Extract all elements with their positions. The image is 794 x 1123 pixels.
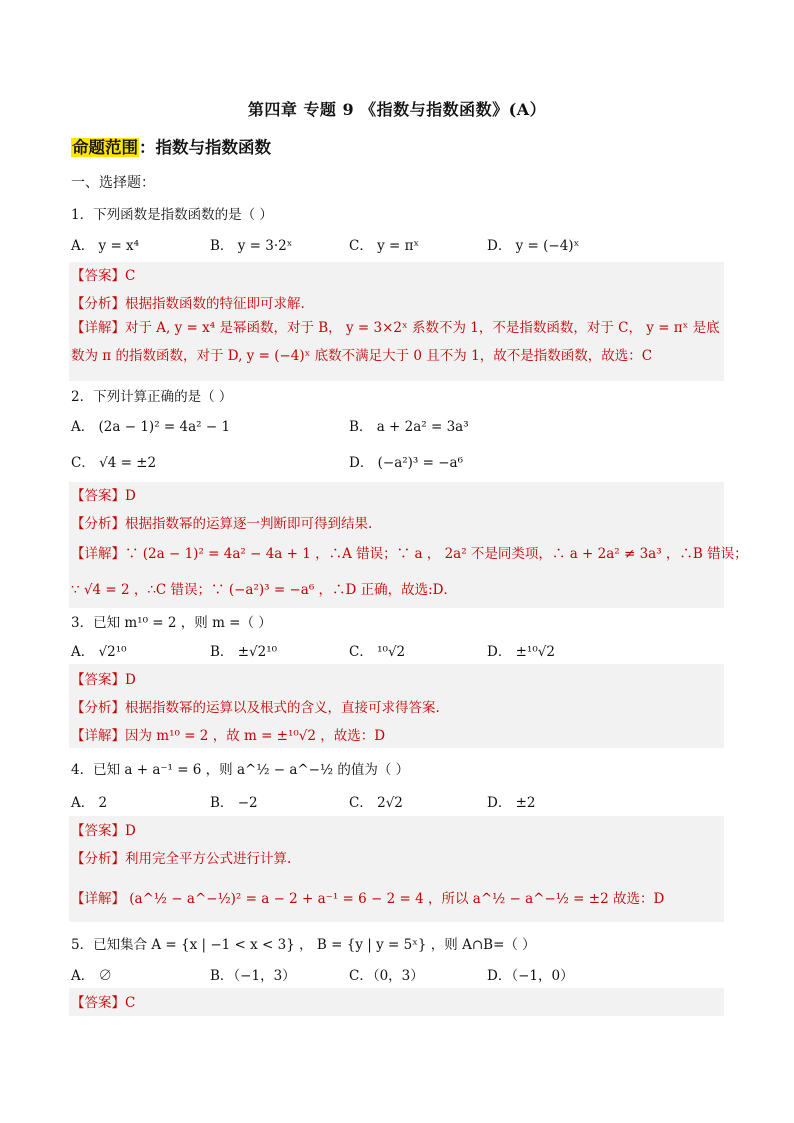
- question-1-detail: 【详解】对于 A, y = x⁴ 是幂函数，对于 B， y = 3×2ˣ 系数不为 1，不是指数函数，对于 C， y = πˣ 是底数为 π 的指数函数，对于 D, y = (−4)ˣ 底数不满足大于 0 且不为 1，故不是指数函数，故选：C: [71, 320, 720, 364]
- question-5-option-b: B．（−1，3）: [210, 968, 296, 984]
- question-5-stem: 5．已知集合 A = {x | −1 < x < 3} ， B = {y | y = 5ˣ} ，则 A∩B=（ ）: [71, 937, 536, 953]
- scope-label: 命题范围: [72, 138, 138, 157]
- question-3-stem: 3．已知 m¹⁰ = 2 ，则 m =（ ）: [71, 615, 272, 631]
- question-5-answer-box: [69, 988, 724, 1016]
- question-3-option-a: A． √2¹⁰: [71, 644, 127, 660]
- question-2-option-a: A． (2a − 1)² = 4a² − 1: [71, 419, 231, 435]
- question-1-analysis: 【分析】根据指数函数的特征即可求解.: [71, 296, 305, 312]
- page-title: 第四章 专题 9 《指数与指数函数》(A）: [247, 100, 547, 119]
- question-4-detail: 【详解】 (a^½ − a^−½)² = a − 2 + a⁻¹ = 6 − 2 = 4 ，所以 a^½ − a^−½ = ±2 故选：D: [71, 891, 665, 907]
- question-2-answer: 【答案】D: [71, 488, 136, 504]
- question-1-answer: 【答案】C: [71, 268, 136, 284]
- question-5-option-d: D．（−1，0）: [487, 968, 574, 984]
- question-3-option-d: D． ±¹⁰√2: [487, 644, 555, 660]
- question-2-stem: 2．下列计算正确的是（ ）: [71, 389, 233, 405]
- question-5-option-a: A． ∅: [71, 968, 113, 984]
- question-3-detail: 【详解】因为 m¹⁰ = 2 ，故 m = ±¹⁰√2 ，故选：D: [71, 728, 386, 744]
- question-1-option-d: D． y = (−4)ˣ: [487, 238, 580, 254]
- question-3-answer: 【答案】D: [71, 672, 136, 688]
- scope-line: [71, 134, 271, 158]
- question-5-option-c: C．（0，3）: [349, 968, 424, 984]
- question-2-detail-2: ∵ √4 = 2 ，∴C 错误；∵ (−a²)³ = −a⁶ ，∴D 正确，故选:D．: [71, 582, 458, 598]
- question-2-option-d: D． (−a²)³ = −a⁶: [349, 455, 463, 471]
- question-1-option-b: B． y = 3·2ˣ: [210, 238, 293, 254]
- question-3-analysis: 【分析】根据指数幂的运算以及根式的含义，直接可求得答案.: [71, 700, 440, 716]
- question-3-option-c: C． ¹⁰√2: [349, 644, 406, 660]
- question-1-stem: 1．下列函数是指数函数的是（ ）: [71, 207, 273, 223]
- question-4-option-b: B． −2: [210, 795, 258, 811]
- question-4-option-c: C． 2√2: [349, 795, 403, 811]
- question-4-answer: 【答案】D: [71, 823, 136, 839]
- question-4-option-d: D． ±2: [487, 795, 536, 811]
- question-3-option-b: B． ±√2¹⁰: [210, 644, 278, 660]
- question-2-option-c: C． √4 = ±2: [71, 455, 157, 471]
- question-4-stem: 4．已知 a + a⁻¹ = 6 ，则 a^½ − a^−½ 的值为（ ）: [71, 762, 410, 778]
- question-2-analysis: 【分析】根据指数幂的运算逐一判断即可得到结果.: [71, 516, 373, 532]
- question-2-option-b: B． a + 2a² = 3a³: [349, 419, 469, 435]
- question-1-option-a: A． y = x⁴: [71, 238, 140, 254]
- question-2-detail-1: 【详解】∵ (2a − 1)² = 4a² − 4a + 1 ，∴A 错误；∵ a ， 2a² 不是同类项，∴ a + 2a² ≠ 3a³ ，∴B 错误；: [71, 546, 748, 562]
- scope-text: ：指数与指数函数: [139, 138, 271, 157]
- question-5-answer: 【答案】C: [71, 995, 136, 1011]
- section-heading: 一、选择题：: [71, 175, 155, 191]
- question-1-option-c: C． y = πˣ: [349, 238, 420, 254]
- question-4-option-a: A． 2: [71, 795, 108, 811]
- question-4-analysis: 【分析】利用完全平方公式进行计算.: [71, 851, 292, 867]
